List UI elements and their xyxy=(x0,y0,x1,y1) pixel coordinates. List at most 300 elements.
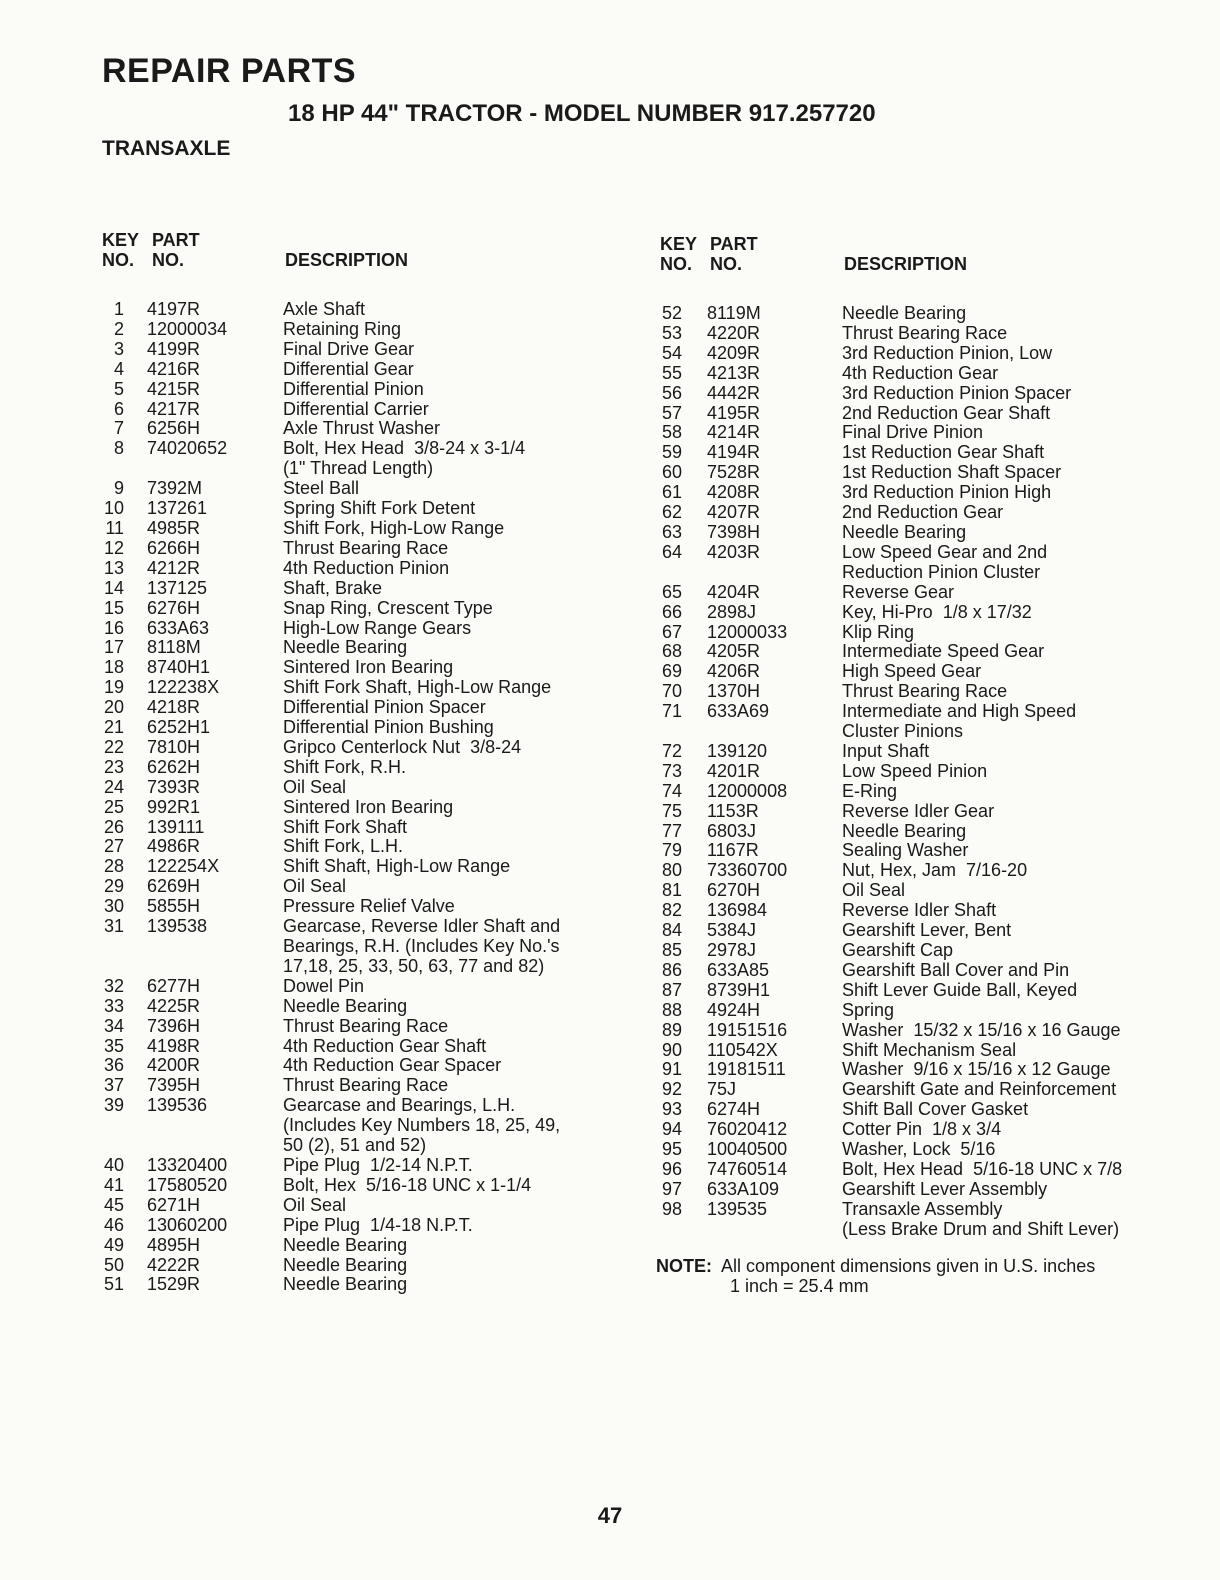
key-number: 87 xyxy=(661,979,682,1000)
key-number: 8 xyxy=(113,438,124,459)
parts-row xyxy=(660,981,1122,1001)
key-number: 60 xyxy=(661,462,682,483)
key-number: 97 xyxy=(661,1178,682,1199)
key-number: 15 xyxy=(103,597,124,618)
key-number: 96 xyxy=(661,1158,682,1179)
key-number: 29 xyxy=(103,876,124,897)
part-description: Needle Bearing xyxy=(283,1234,408,1255)
note-text: All component dimensions given in U.S. inches xyxy=(721,1256,1096,1276)
parts-row xyxy=(102,519,560,539)
parts-row xyxy=(102,1037,560,1057)
part-number: 12000034 xyxy=(147,318,228,339)
part-number: 12000033 xyxy=(707,621,788,642)
part-number: 1529R xyxy=(147,1274,201,1295)
part-number: 4442R xyxy=(707,382,761,403)
key-number: 37 xyxy=(103,1075,124,1096)
key-number: 89 xyxy=(661,1019,682,1040)
part-description: Bolt, Hex 5/16-18 UNC x 1-1/4 xyxy=(283,1174,532,1195)
key-number: 40 xyxy=(103,1154,124,1175)
parts-row xyxy=(102,1096,560,1156)
part-description: 4th Reduction Pinion xyxy=(283,557,450,578)
key-number: 75 xyxy=(661,800,682,821)
parts-row xyxy=(102,997,560,1017)
part-description: Reverse Idler Shaft xyxy=(842,900,997,921)
part-number: 4208R xyxy=(707,482,761,503)
parts-row xyxy=(102,1176,560,1196)
part-number: 5855H xyxy=(147,896,201,917)
parts-row xyxy=(660,583,1122,603)
part-number: 139535 xyxy=(707,1198,768,1219)
key-number: 34 xyxy=(103,1015,124,1036)
parts-row xyxy=(660,881,1122,901)
description-header: DESCRIPTION xyxy=(285,250,409,270)
part-description: Klip Ring xyxy=(842,621,915,642)
parts-row xyxy=(102,300,560,320)
key-number: 94 xyxy=(661,1119,682,1140)
key-number: 33 xyxy=(103,995,124,1016)
part-number: 4204R xyxy=(707,581,761,602)
part-number: 139120 xyxy=(707,740,768,761)
parts-row xyxy=(102,360,560,380)
parts-row xyxy=(660,1060,1122,1080)
part-number: 17580520 xyxy=(147,1174,228,1195)
part-number: 2978J xyxy=(707,940,757,960)
key-number: 66 xyxy=(661,601,682,622)
parts-row xyxy=(102,1017,560,1037)
part-number: 4222R xyxy=(147,1254,201,1275)
key-number: 63 xyxy=(661,521,682,542)
parts-row xyxy=(660,961,1122,981)
parts-row xyxy=(660,603,1122,623)
part-description: 1st Reduction Gear Shaft xyxy=(842,442,1045,463)
part-description: 3rd Reduction Pinion, Low xyxy=(842,342,1053,363)
model-subtitle: 18 HP 44" TRACTOR - MODEL NUMBER 917.257720 xyxy=(288,100,876,127)
part-number: 73360700 xyxy=(707,860,788,881)
key-number: 22 xyxy=(103,736,124,757)
part-description: Differential Pinion xyxy=(283,378,424,399)
part-number: 8118M xyxy=(147,637,201,658)
part-description: Low Speed Pinion xyxy=(842,760,988,781)
parts-row xyxy=(660,1120,1122,1140)
key-number: 84 xyxy=(661,920,682,941)
key-number: 7 xyxy=(113,418,124,439)
part-description: Shift Ball Cover Gasket xyxy=(842,1099,1029,1120)
part-description: High Speed Gear xyxy=(842,661,982,682)
parts-row xyxy=(102,1056,560,1076)
part-number: 4895H xyxy=(147,1234,201,1255)
part-number: 6266H xyxy=(147,537,201,558)
part-number: 8119M xyxy=(707,303,761,323)
parts-row xyxy=(660,901,1122,921)
parts-row xyxy=(102,818,560,838)
parts-row xyxy=(102,1156,560,1176)
parts-row xyxy=(660,1080,1122,1100)
parts-row xyxy=(660,523,1122,543)
key-number: 73 xyxy=(661,760,682,781)
key-number: 4 xyxy=(113,358,124,379)
key-number: 56 xyxy=(661,382,682,403)
key-number: 20 xyxy=(103,697,124,718)
parts-row xyxy=(102,897,560,917)
part-number: 137125 xyxy=(147,577,208,598)
dimension-note xyxy=(656,1256,1095,1296)
part-description: Shift Lever Guide Ball, Keyed xyxy=(842,979,1078,1000)
key-number: 80 xyxy=(661,860,682,881)
parts-row xyxy=(102,758,560,778)
part-description: High-Low Range Gears xyxy=(283,617,472,638)
key-number: 24 xyxy=(103,776,124,797)
key-number: 70 xyxy=(661,681,682,702)
part-number: 8740H1 xyxy=(147,657,211,678)
part-header-no: NO. xyxy=(710,254,743,274)
parts-row xyxy=(660,1100,1122,1120)
parts-row xyxy=(102,619,560,639)
section-title: TRANSAXLE xyxy=(102,137,231,160)
parts-row xyxy=(660,623,1122,643)
part-number: 10040500 xyxy=(707,1139,788,1160)
part-number: 4220R xyxy=(707,322,761,343)
parts-row xyxy=(660,1200,1122,1240)
part-number: 7395H xyxy=(147,1075,201,1096)
part-description: Thrust Bearing Race xyxy=(283,1075,449,1096)
part-description: Axle Shaft xyxy=(283,299,366,319)
part-number: 122238X xyxy=(147,677,220,698)
key-number: 53 xyxy=(661,322,682,343)
part-number: 4205R xyxy=(707,641,761,662)
parts-row xyxy=(102,419,560,439)
part-description: Gripco Centerlock Nut 3/8-24 xyxy=(283,736,522,757)
part-number: 12000008 xyxy=(707,780,788,801)
part-description: Needle Bearing xyxy=(283,995,408,1016)
key-number: 26 xyxy=(103,816,124,837)
key-number: 6 xyxy=(113,398,124,419)
part-number: 7396H xyxy=(147,1015,201,1036)
part-description: Gearcase, Reverse Idler Shaft and Bearings, R.H. (Includes Key No.'s 17,18, 25, 33, 50, 63, 77 and 82) xyxy=(283,916,561,976)
parts-row xyxy=(660,324,1122,344)
parts-row xyxy=(102,778,560,798)
key-number: 23 xyxy=(103,756,124,777)
part-number: 4203R xyxy=(707,541,761,562)
part-description: Differential Carrier xyxy=(283,398,429,419)
note-conversion: 1 inch = 25.4 mm xyxy=(730,1276,869,1296)
parts-row xyxy=(660,642,1122,662)
key-number: 2 xyxy=(113,318,124,339)
part-header: PART xyxy=(710,234,758,254)
key-number: 95 xyxy=(661,1139,682,1160)
part-number: 6276H xyxy=(147,597,201,618)
parts-row xyxy=(660,443,1122,463)
part-number: 4924H xyxy=(707,999,761,1020)
page-title: REPAIR PARTS xyxy=(102,52,357,90)
parts-row xyxy=(102,738,560,758)
key-number: 57 xyxy=(661,402,682,423)
key-number: 18 xyxy=(103,657,124,678)
key-number: 91 xyxy=(661,1059,682,1080)
key-number: 77 xyxy=(661,820,682,841)
parts-row xyxy=(660,1041,1122,1061)
key-number: 74 xyxy=(661,780,682,801)
part-number: 122254X xyxy=(147,856,220,877)
key-number: 39 xyxy=(103,1095,124,1116)
part-number: 6270H xyxy=(707,880,761,901)
part-number: 4200R xyxy=(147,1055,201,1076)
key-number: 54 xyxy=(661,342,682,363)
parts-row xyxy=(102,400,560,420)
part-number: 4194R xyxy=(707,442,761,463)
parts-row xyxy=(660,682,1122,702)
parts-row xyxy=(102,380,560,400)
part-description: Thrust Bearing Race xyxy=(842,322,1008,343)
parts-row xyxy=(102,439,560,479)
key-number: 19 xyxy=(103,677,124,698)
key-number: 51 xyxy=(103,1274,124,1295)
key-number: 16 xyxy=(103,617,124,638)
part-description: Intermediate Speed Gear xyxy=(842,641,1045,662)
parts-row xyxy=(660,304,1122,324)
key-number: 45 xyxy=(103,1194,124,1215)
part-description: Transaxle Assembly (Less Brake Drum and Shift Lever) xyxy=(842,1198,1120,1239)
part-number: 139111 xyxy=(147,816,205,837)
part-number: 4207R xyxy=(707,502,761,523)
part-number: 19151516 xyxy=(707,1019,788,1040)
parts-row xyxy=(660,802,1122,822)
key-number: 46 xyxy=(103,1214,124,1235)
part-number: 4215R xyxy=(147,378,201,399)
parts-row xyxy=(660,463,1122,483)
part-description: Snap Ring, Crescent Type xyxy=(283,597,493,618)
page-number: 47 xyxy=(597,1503,623,1528)
key-number: 90 xyxy=(661,1039,682,1060)
key-number: 21 xyxy=(103,717,124,738)
part-description: Shift Fork Shaft xyxy=(283,816,408,837)
part-description: Final Drive Pinion xyxy=(842,422,984,443)
parts-row xyxy=(660,861,1122,881)
key-number: 64 xyxy=(661,541,682,562)
part-number: 6803J xyxy=(707,820,757,841)
part-number: 74020652 xyxy=(147,438,228,459)
key-number: 81 xyxy=(661,880,682,901)
parts-row xyxy=(102,559,560,579)
part-description: Sealing Washer xyxy=(842,840,969,861)
key-number: 82 xyxy=(661,900,682,921)
key-number: 5 xyxy=(113,378,124,399)
part-number: 13060200 xyxy=(147,1214,228,1235)
part-description: Gearshift Gate and Reinforcement xyxy=(842,1079,1117,1100)
part-number: 6256H xyxy=(147,418,201,439)
key-number: 25 xyxy=(103,796,124,817)
key-number: 68 xyxy=(661,641,682,662)
note-label: NOTE: xyxy=(656,1256,712,1276)
part-description: Shaft, Brake xyxy=(283,577,383,598)
part-number: 76020412 xyxy=(707,1119,788,1140)
parts-row xyxy=(102,977,560,997)
parts-row xyxy=(102,1256,560,1276)
part-number: 74760514 xyxy=(707,1158,788,1179)
parts-row xyxy=(660,364,1122,384)
part-description: E-Ring xyxy=(842,780,898,801)
part-description: Pipe Plug 1/2-14 N.P.T. xyxy=(283,1154,473,1175)
parts-row xyxy=(660,423,1122,443)
part-description: Nut, Hex, Jam 7/16-20 xyxy=(842,860,1028,881)
part-number: 7528R xyxy=(707,462,761,483)
part-description: Reverse Idler Gear xyxy=(842,800,995,821)
part-number: 6277H xyxy=(147,975,201,996)
part-description: Gearshift Ball Cover and Pin xyxy=(842,959,1070,980)
part-description: Washer 15/32 x 15/16 x 16 Gauge xyxy=(842,1019,1121,1040)
key-number: 92 xyxy=(661,1079,682,1100)
parts-row xyxy=(102,1236,560,1256)
part-description: Washer 9/16 x 15/16 x 12 Gauge xyxy=(842,1059,1111,1080)
part-description: Key, Hi-Pro 1/8 x 17/32 xyxy=(842,601,1032,622)
parts-row xyxy=(102,917,560,977)
key-number: 3 xyxy=(113,338,124,359)
part-description: Bolt, Hex Head 5/16-18 UNC x 7/8 xyxy=(842,1158,1123,1179)
part-description: Low Speed Gear and 2nd Reduction Pinion Cluster xyxy=(842,541,1048,582)
part-number: 992R1 xyxy=(147,796,201,817)
part-description: Differential Gear xyxy=(283,358,414,379)
parts-row xyxy=(660,742,1122,762)
part-number: 4195R xyxy=(707,402,761,423)
key-number: 88 xyxy=(661,999,682,1020)
key-number: 14 xyxy=(103,577,124,598)
parts-row xyxy=(102,599,560,619)
part-description: 4th Reduction Gear Spacer xyxy=(283,1055,502,1076)
part-description: Steel Ball xyxy=(283,478,360,499)
parts-row xyxy=(102,837,560,857)
key-header: KEY xyxy=(660,234,698,254)
part-description: Oil Seal xyxy=(283,876,347,897)
parts-row xyxy=(660,543,1122,583)
key-number: 98 xyxy=(661,1198,682,1219)
part-description: Shift Shaft, High-Low Range xyxy=(283,856,511,877)
part-description: Shift Fork, R.H. xyxy=(283,756,407,777)
part-description: Dowel Pin xyxy=(283,975,365,996)
key-number: 55 xyxy=(661,362,682,383)
part-description: Shift Fork Shaft, High-Low Range xyxy=(283,677,552,698)
key-number: 50 xyxy=(103,1254,124,1275)
part-description: Intermediate and High Speed Cluster Pinions xyxy=(842,701,1077,742)
key-number: 32 xyxy=(103,975,124,996)
key-number: 67 xyxy=(661,621,682,642)
description-header: DESCRIPTION xyxy=(844,254,968,274)
parts-row xyxy=(660,503,1122,523)
part-number: 4201R xyxy=(707,760,761,781)
key-number: 1 xyxy=(113,299,124,319)
part-number: 6269H xyxy=(147,876,201,897)
part-description: Shift Mechanism Seal xyxy=(842,1039,1017,1060)
part-number: 19181511 xyxy=(707,1059,786,1080)
parts-row xyxy=(660,841,1122,861)
parts-row xyxy=(660,483,1122,503)
parts-row xyxy=(102,698,560,718)
part-number: 4212R xyxy=(147,557,201,578)
parts-row xyxy=(102,857,560,877)
part-description: Needle Bearing xyxy=(283,1254,408,1275)
part-description: 3rd Reduction Pinion High xyxy=(842,482,1052,503)
parts-row xyxy=(102,658,560,678)
part-description: Gearshift Lever Assembly xyxy=(842,1178,1048,1199)
key-header-no: NO. xyxy=(660,254,693,274)
part-description: 4th Reduction Gear xyxy=(842,362,999,383)
parts-row xyxy=(660,762,1122,782)
part-number: 633A85 xyxy=(707,959,770,980)
part-number: 633A63 xyxy=(147,617,210,638)
key-number: 36 xyxy=(103,1055,124,1076)
parts-row xyxy=(660,782,1122,802)
key-number: 69 xyxy=(661,661,682,682)
key-number: 72 xyxy=(661,740,682,761)
parts-row xyxy=(102,638,560,658)
part-description: Thrust Bearing Race xyxy=(283,1015,449,1036)
part-description: Shift Fork, High-Low Range xyxy=(283,517,505,538)
part-description: Cotter Pin 1/8 x 3/4 xyxy=(842,1119,1002,1140)
part-number: 4986R xyxy=(147,836,201,857)
parts-row xyxy=(102,877,560,897)
part-description: Reverse Gear xyxy=(842,581,955,602)
key-number: 58 xyxy=(661,422,682,443)
key-number: 62 xyxy=(661,502,682,523)
part-description: Oil Seal xyxy=(842,880,906,901)
part-header: PART xyxy=(152,230,200,250)
part-number: 136984 xyxy=(707,900,768,921)
part-description: Retaining Ring xyxy=(283,318,402,339)
key-number: 41 xyxy=(103,1174,124,1195)
parts-row xyxy=(660,921,1122,941)
parts-row xyxy=(102,1196,560,1216)
key-number: 93 xyxy=(661,1099,682,1120)
part-number: 6271H xyxy=(147,1194,201,1215)
part-number: 6252H1 xyxy=(147,717,211,738)
parts-row xyxy=(660,1001,1122,1021)
key-number: 30 xyxy=(103,896,124,917)
parts-row xyxy=(102,678,560,698)
key-number: 12 xyxy=(103,537,124,558)
part-description: Differential Pinion Spacer xyxy=(283,697,486,718)
parts-row xyxy=(102,798,560,818)
parts-row xyxy=(660,662,1122,682)
part-number: 4206R xyxy=(707,661,761,682)
part-number: 110542X xyxy=(707,1039,778,1060)
part-description: Axle Thrust Washer xyxy=(283,418,441,439)
column-header xyxy=(102,230,560,300)
key-number: 86 xyxy=(661,959,682,980)
key-number: 31 xyxy=(103,916,124,937)
part-number: 4985R xyxy=(147,517,201,538)
part-description: Bolt, Hex Head 3/8-24 x 3-1/4 (1" Thread Length) xyxy=(283,438,526,479)
part-description: 2nd Reduction Gear Shaft xyxy=(842,402,1051,423)
part-description: Oil Seal xyxy=(283,776,347,797)
part-number: 8739H1 xyxy=(707,979,771,1000)
part-number: 6274H xyxy=(707,1099,761,1120)
parts-list-right xyxy=(660,304,1122,1240)
part-number: 139536 xyxy=(147,1095,208,1116)
part-number: 4199R xyxy=(147,338,201,359)
part-description: Thrust Bearing Race xyxy=(283,537,449,558)
part-number: 4197R xyxy=(147,299,201,319)
key-number: 85 xyxy=(661,940,682,960)
key-number: 11 xyxy=(105,517,124,538)
part-number: 7392M xyxy=(147,478,203,499)
part-description: Gearcase and Bearings, L.H. (Includes Key Numbers 18, 25, 49, 50 (2), 51 and 52) xyxy=(283,1095,561,1156)
part-description: 3rd Reduction Pinion Spacer xyxy=(842,382,1072,403)
part-description: Gearshift Cap xyxy=(842,940,954,960)
key-number: 61 xyxy=(661,482,682,503)
key-number: 59 xyxy=(661,442,682,463)
parts-row xyxy=(660,702,1122,742)
parts-column-left xyxy=(102,230,560,1295)
part-description: Pipe Plug 1/4-18 N.P.T. xyxy=(283,1214,473,1235)
part-description: 4th Reduction Gear Shaft xyxy=(283,1035,487,1056)
